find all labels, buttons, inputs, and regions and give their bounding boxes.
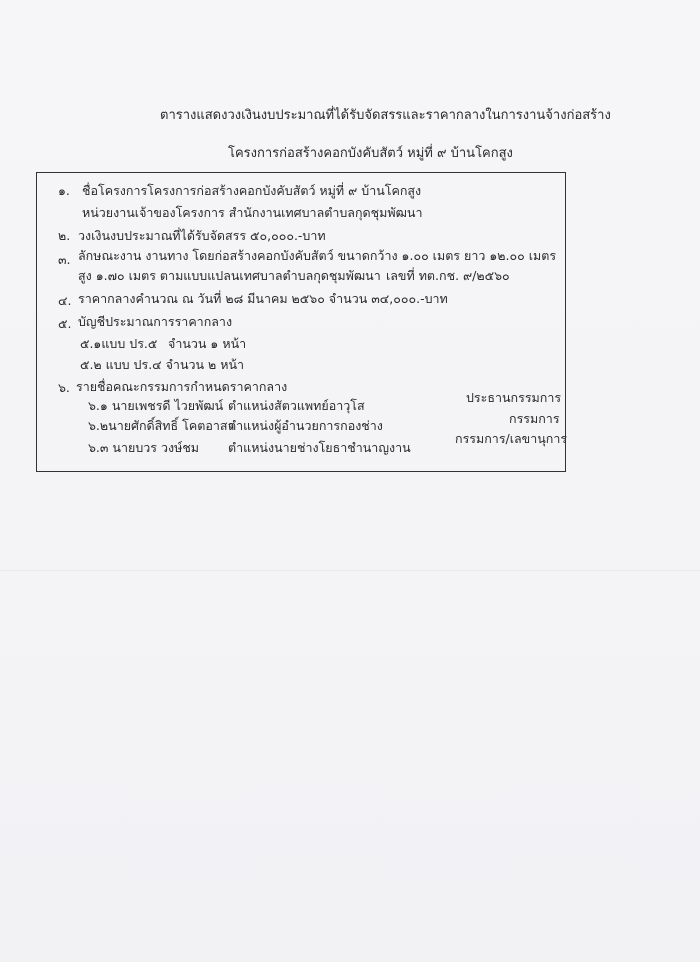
item-1-agency: หน่วยงานเจ้าของโครงการ สำนักงานเทศบาลตำบลกุดชุมพัฒนา bbox=[82, 205, 423, 220]
document-title: ตารางแสดงวงเงินงบประมาณที่ได้รับจัดสรรและราคากลางในการงานจ้างก่อสร้าง bbox=[160, 108, 611, 123]
item-6-heading: รายชื่อคณะกรรมการกำหนดราคากลาง bbox=[76, 379, 288, 394]
committee-1-position: ตำแหน่งสัตวแพทย์อาวุโส bbox=[228, 398, 365, 413]
item-5-1-form: ๕.๑แบบ ปร.๕ bbox=[80, 336, 158, 351]
item-4-median-price: ราคากลางคำนวณ ณ วันที่ ๒๘ มีนาคม ๒๕๖๐ จำนวน ๓๔,๐๐๐.-บาท bbox=[78, 291, 448, 306]
item-5-heading: บัญชีประมาณการราคากลาง bbox=[78, 314, 233, 329]
item-1-number: ๑. bbox=[58, 183, 70, 198]
item-5-1-quantity: จำนวน ๑ หน้า bbox=[168, 336, 247, 351]
item-2-budget-amount: ๕๐,๐๐๐.-บาท bbox=[250, 228, 326, 243]
item-2-number: ๒. bbox=[58, 228, 71, 243]
item-3-description: ลักษณะงาน งานทาง โดยก่อสร้างคอกบังคับสัตว์ ขนาดกว้าง ๑.๐๐ เมตร ยาว ๑๒.๐๐ เมตร bbox=[78, 248, 557, 263]
item-5-number: ๕. bbox=[58, 316, 72, 331]
item-3-plan-reference: เลขที่ ทต.กช. ๙/๒๕๖๐ bbox=[386, 268, 510, 283]
committee-2-position: ตำแหน่งผู้อำนวยการกองช่าง bbox=[228, 418, 383, 433]
item-6-number: ๖. bbox=[58, 380, 70, 395]
committee-3-name: ๖.๓ นายบวร วงษ์ชม bbox=[88, 440, 200, 455]
item-5-2-form: ๕.๒ แบบ ปร.๔ จำนวน ๒ หน้า bbox=[80, 357, 245, 372]
committee-2-role: กรรมการ bbox=[509, 411, 560, 426]
item-1-project-name: ชื่อโครงการโครงการก่อสร้างคอกบังคับสัตว์ หมู่ที่ ๙ บ้านโคกสูง bbox=[82, 183, 422, 198]
committee-1-role: ประธานกรรมการ bbox=[466, 390, 562, 405]
item-3-number: ๓. bbox=[58, 252, 71, 267]
item-4-number: ๔. bbox=[58, 293, 72, 308]
paper-fold-line bbox=[0, 570, 700, 571]
item-3-description-cont: สูง ๑.๗๐ เมตร ตามแบบแปลนเทศบาลตำบลกุดชุมพัฒนา bbox=[78, 268, 381, 283]
committee-3-position: ตำแหน่งนายช่างโยธาชำนาญงาน bbox=[228, 440, 411, 455]
item-2-budget-label: วงเงินงบประมาณที่ได้รับจัดสรร bbox=[78, 228, 247, 243]
committee-2-name: ๖.๒นายศักดิ์สิทธิ์ โคตอาสา bbox=[88, 418, 235, 433]
project-title: โครงการก่อสร้างคอกบังคับสัตว์ หมู่ที่ ๙ บ้านโคกสูง bbox=[228, 146, 513, 161]
committee-1-name: ๖.๑ นายเพชรดี ไวยพัฒน์ bbox=[88, 398, 224, 413]
committee-3-role: กรรมการ/เลขานุการ bbox=[455, 431, 568, 446]
